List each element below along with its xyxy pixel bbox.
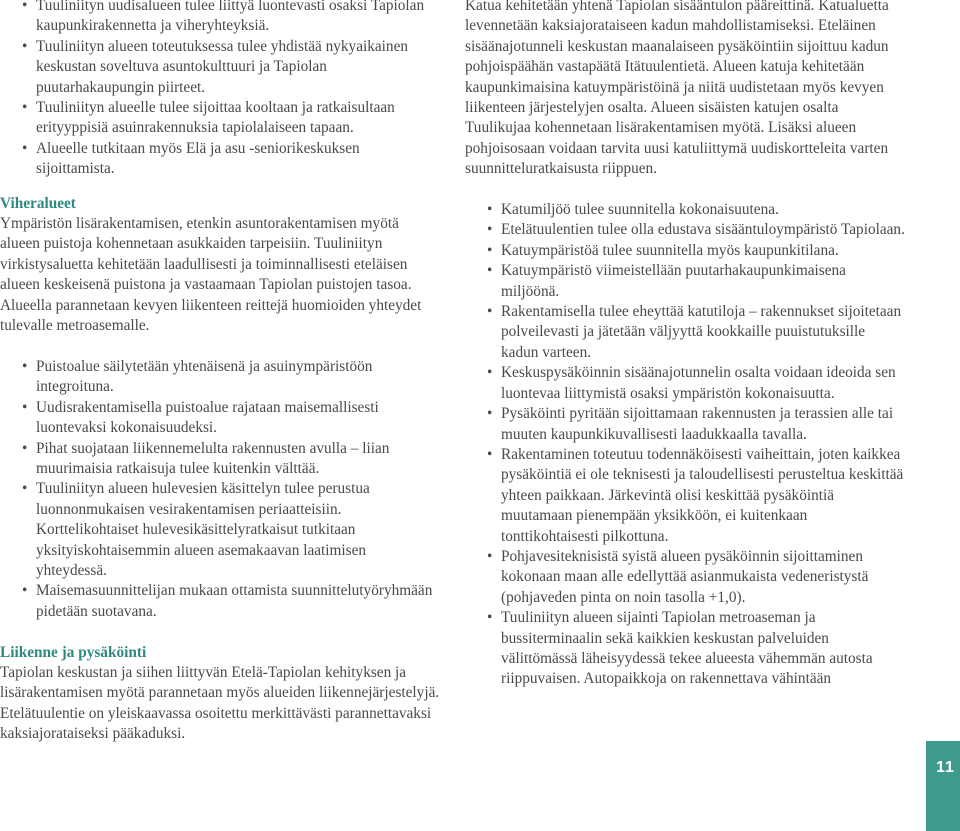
list-item: • Katuympäristöä tulee suunnitella myös kaupunkitilana.: [465, 241, 905, 261]
list-item: • Maisemasuunnittelijan mukaan ottamista suunnittelutyöryhmään pidetään suotavana.: [0, 581, 440, 622]
katu-paragraph: Katua kehitetään yhtenä Tapiolan sisääntulon pääreittinä. Katualuetta levennetään kaksiajorataiseen kadun mahdollistamiseksi. Eteläinen sisäänajotunneli keskustan maanalaiseen pysäköintiin sijoittuu kadun pohjoispäähän vastapäätä Itätuulentietä. Alueen katuja kehitetään kaupunkimaisina katuympäristöinä ja niitä uudistetaan myös kevyen liikenteen järjestelyjen osalta. Alueen sisäisten katujen osalta Tuulikujaa kohennetaan lisärakentamisen myötä. Lisäksi alueen pohjoisosaan voidaan tarvita uusi katuliittymä uudiskortteleita varten suunnitteluratkaisusta riippuen.: [465, 0, 889, 178]
katu-bullet-list: [465, 200, 905, 690]
list-item: • Tuuliniityn uudisalueen tulee liittyä luontevasti osaksi Tapiolan kaupunkirakennetta ja viheryhteyksiä.: [0, 0, 440, 37]
viheralueet-bullet-list: [0, 357, 440, 622]
list-item: • Tuuliniityn alueelle tulee sijoittaa kooltaan ja ratkaisultaan erityyppisiä asuinrakennuksia tapiolalaiseen tapaan.: [0, 98, 440, 139]
page-number: 11: [936, 759, 955, 776]
list-item: • Rakentaminen toteutuu todennäköisesti vaiheittain, joten kaikkea pysäköintiä ei ole teknisesti ja taloudellisesti perusteltua keskittää yhteen paikkaan. Järkevintä olisi keskittää pysäköintiä muutamaan pienempään yksikköön, ei kuitenkaan tonttikohtaisesti pilkottuna.: [465, 445, 905, 547]
left-column: [0, 0, 440, 745]
intro-bullet-list: [0, 0, 440, 180]
list-item: • Tuuliniityn alueen sijainti Tapiolan metroaseman ja bussiterminaalin sekä kaikkien keskustan palveluiden välittömässä läheisyydessä tekee alueesta vähemmän autosta riippuvaisen. Autopaikkoja on rakennettava vähintään: [465, 608, 905, 690]
list-item: • Etelätuulentien tulee olla edustava sisääntuloympäristö Tapiolaan.: [465, 220, 905, 240]
list-item: • Puistoalue säilytetään yhtenäisenä ja asuinympäristöön integroituna.: [0, 357, 440, 398]
list-item: • Keskuspysäköinnin sisäänajotunnelin osalta voidaan ideoida sen luontevaa liittymistä osaksi ympäristön kokonaisuutta.: [465, 363, 905, 404]
list-item: • Katumiljöö tulee suunnitella kokonaisuutena.: [465, 200, 905, 220]
right-column: [465, 0, 905, 690]
viheralueet-heading: Viheralueet: [0, 194, 76, 212]
list-item: • Pysäköinti pyritään sijoittamaan rakennusten ja terassien alle tai muuten kaupunkikuvallisesti laadukkaalla tavalla.: [465, 404, 905, 445]
list-item: • Pihat suojataan liikennemelulta rakennusten avulla – liian muurimaisia ratkaisuja tulee kuitenkin välttää.: [0, 439, 440, 480]
list-item: • Uudisrakentamisella puistoalue rajataan maisemallisesti luontevaksi kokonaisuudeksi.: [0, 398, 440, 439]
page-number-tab: [926, 741, 960, 831]
list-item: • Tuuliniityn alueen toteutuksessa tulee yhdistää nykyaikainen keskustan soveltuva asuntokulttuuri ja Tapiolan puutarhakaupungin piirteet.: [0, 37, 440, 98]
list-item: • Tuuliniityn alueen hulevesien käsittelyn tulee perustua luonnonmukaisen vesirakentamisen periaatteisiin. Korttelikohtaiset hulevesikäsittelyratkaisut tutkitaan yksityiskohtaisemmin alueen asemakaavan laatimisen yhteydessä.: [0, 479, 440, 581]
list-item: • Katuympäristö viimeistellään puutarhakaupunkimaisena miljöönä.: [465, 261, 905, 302]
viheralueet-paragraph: Ympäristön lisärakentamisen, etenkin asuntorakentamisen myötä alueen puistoja kohennetaan asukkaiden tarpeisiin. Tuuliniityn virkistysaluetta kehitetään laadullisesti ja toiminnallisesti eteläisen alueen keskeisenä puistona ja vastaamaan Tapiolan puistojen tasoa. Alueella parannetaan kevyen liikenteen reittejä huomioiden yhteydet tulevalle metroasemalle.: [0, 215, 422, 335]
liikenne-heading: Liikenne ja pysäköinti: [0, 643, 147, 661]
list-item: • Pohjavesiteknisistä syistä alueen pysäköinnin sijoittaminen kokonaan maan alle edellyttää asianmukaista vedeneristystä (pohjaveden pinta on noin tasolla +1,0).: [465, 547, 905, 608]
list-item: • Alueelle tutkitaan myös Elä ja asu -seniorikeskuksen sijoittamista.: [0, 139, 440, 180]
list-item: • Rakentamisella tulee eheyttää katutiloja – rakennukset sijoitetaan polveilevasti ja jätetään väljyyttä kookkaille puuistutuksille kadun varteen.: [465, 302, 905, 363]
liikenne-paragraph: Tapiolan keskustan ja siihen liittyvän Etelä-Tapiolan kehityksen ja lisärakentamisen myötä parannetaan myös alueiden liikennejärjestelyjä. Etelätuulentie on yleiskaavassa osoitettu merkittävästi parannettavaksi kaksiajorataiseksi pääkaduksi.: [0, 663, 440, 743]
